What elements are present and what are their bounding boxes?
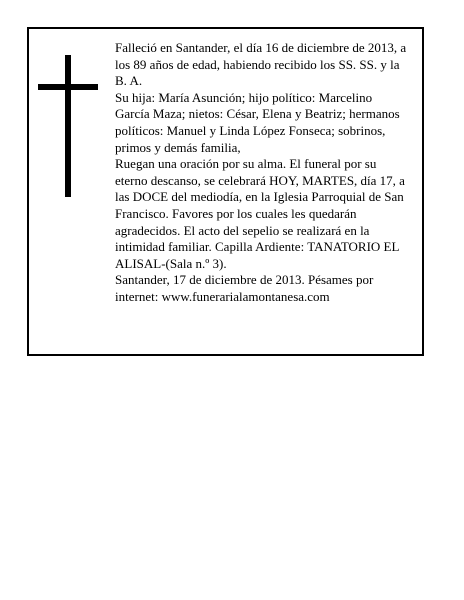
- family-paragraph: [115, 90, 420, 156]
- obituary-text: [115, 40, 420, 306]
- condolences-paragraph: [115, 272, 420, 305]
- text-line: eterno descanso, se celebrará HOY, MARTES, día 17, a: [115, 172, 405, 188]
- text-line: políticos: Manuel y Linda López Fonseca; sobrinos,: [115, 122, 386, 138]
- obituary-notice: [27, 27, 424, 356]
- text-line: Ruegan una oración por su alma. El funeral por su: [115, 156, 377, 172]
- text-line: Santander, 17 de diciembre de 2013. Pésames por: [115, 272, 374, 288]
- text-line: Francisco. Favores por los cuales les quedarán: [115, 205, 357, 221]
- text-line: las DOCE del mediodía, en la Iglesia Parroquial de San: [115, 189, 404, 205]
- text-line: Falleció en Santander, el día 16 de diciembre de 2013, a: [115, 40, 407, 55]
- funeral-details-paragraph: [115, 156, 420, 272]
- text-line: los 89 años de edad, habiendo recibido los SS. SS. y la: [115, 56, 400, 72]
- text-line: intimidad familiar. Capilla Ardiente: TANATORIO EL: [115, 239, 400, 255]
- text-line: García Maza; nietos: César, Elena y Beatriz; hermanos: [115, 106, 400, 122]
- text-line: primos y demás familia,: [115, 139, 241, 155]
- cross-vertical-bar: [65, 55, 71, 197]
- text-line: internet: www.funerarialamontanesa.com: [115, 288, 330, 304]
- cross-icon: [38, 55, 98, 197]
- text-line: agradecidos. El acto del sepelio se realizará en la: [115, 222, 370, 238]
- text-line: Su hija: María Asunción; hijo político: Marcelino: [115, 89, 373, 105]
- text-line: ALISAL-(Sala n.º 3).: [115, 255, 227, 271]
- death-announcement-paragraph: [115, 40, 420, 90]
- cross-horizontal-bar: [38, 84, 98, 90]
- text-line: B. A.: [115, 73, 143, 89]
